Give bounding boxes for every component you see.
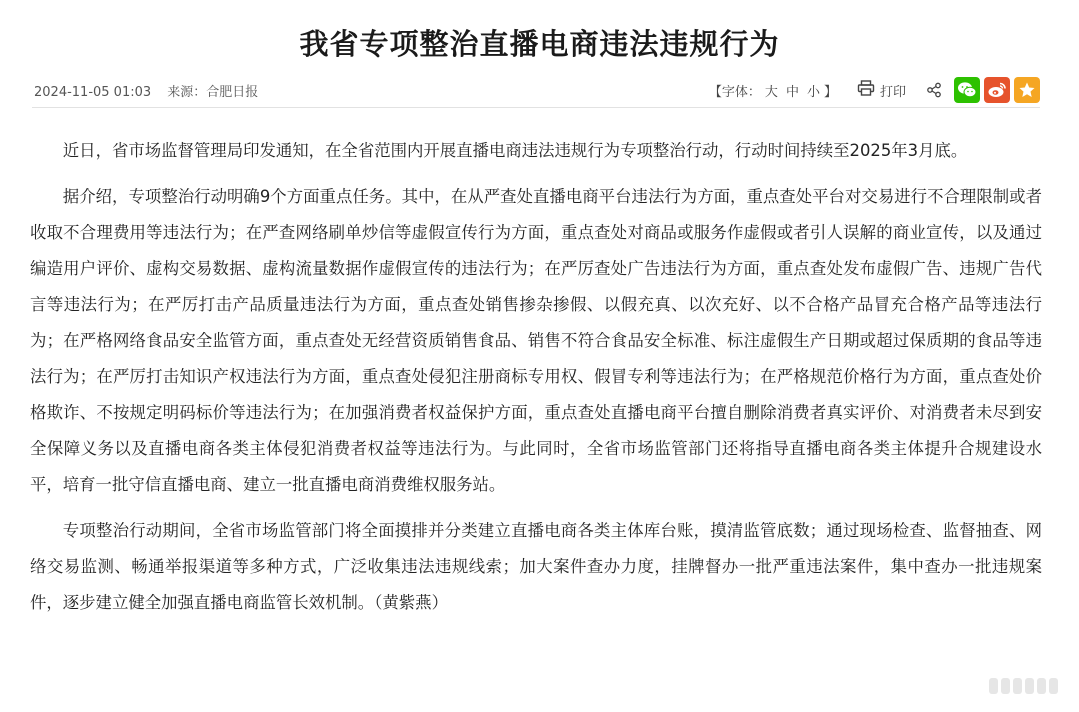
printer-icon <box>857 80 880 100</box>
font-size-small-button[interactable]: 小 <box>806 84 820 100</box>
article-source: 来源：合肥日报 <box>167 85 259 100</box>
paragraph: 据介绍，专项整治行动明确9个方面重点任务。其中，在从严查处直播电商平台违法行为方面，重点查处平台对交易进行不合理限制或者收取不合理费用等违法行为；在严查网络刷单炒信等虚假宣传行为方面，重点查处对商品或服务作虚假或者引人误解的商业宣传，以及通过编造用户评价、虚构交易数据、虚构流量数据作虚假宣传的违法行为；在严厉查处广告违法行为方面，重点查处发布虚假广告、违规广告代言等违法行为；在严厉打击产品质量违法行为方面，重点查处销售掺杂掺假、以假充真、以次充好、以不合格产品冒充合格产品等违法行为；在严格网络食品安全监管方面，重点查处无经营资质销售食品、销售不符合食品安全标准、标注虚假生产日期或超过保质期的食品等违法行为；在严厉打击知识产权违法行为方面，重点查处侵犯注册商标专用权、假冒专利等违法行为；在严格规范价格行为方面，重点查处价格欺诈、不按规定明码标价等违法行为；在加强消费者权益保护方面，重点查处直播电商平台擅自删除消费者真实评价、对消费者未尽到安全保障义务以及直播电商各类主体侵犯消费者权益等违法行为。与此同时，全省市场监管部门还将指导直播电商各类主体提升合规建设水平，培育一批守信直播电商、建立一批直播电商消费维权服务站。 <box>30 187 1042 494</box>
font-size-label-open: 【字体： <box>708 84 761 100</box>
article-meta-bar <box>32 72 1040 108</box>
watermark <box>989 676 1061 696</box>
article-meta <box>34 81 270 100</box>
wechat-icon[interactable] <box>954 77 980 103</box>
article-body <box>30 133 1042 631</box>
publish-date: 2024-11-05 01:03 <box>34 85 152 100</box>
print-label: 打印 <box>879 84 906 100</box>
weibo-icon[interactable] <box>984 77 1010 103</box>
print-button[interactable] <box>857 80 906 100</box>
article-title: 我省专项整治直播电商违法违规行为 <box>299 27 780 61</box>
article-toolbar <box>709 76 1040 104</box>
font-size-label-close: 】 <box>823 84 837 100</box>
share-icon[interactable] <box>926 82 942 98</box>
font-size-control <box>709 81 837 100</box>
paragraph: 专项整治行动期间，全省市场监管部门将全面摸排并分类建立直播电商各类主体库台账，摸清监管底数；通过现场检查、监督抽查、网络交易监测、畅通举报渠道等多种方式，广泛收集违法违规线索；加大案件查办力度，挂牌督办一批严重违法案件，集中查办一批违规案件，逐步建立健全加强直播电商监管长效机制。（黄紫燕） <box>30 521 1042 612</box>
font-size-medium-button[interactable]: 中 <box>785 84 799 100</box>
star-icon[interactable] <box>1014 77 1040 103</box>
paragraph: 近日，省市场监督管理局印发通知，在全省范围内开展直播电商违法违规行为专项整治行动，行动时间持续至2025年3月底。 <box>62 141 968 160</box>
font-size-large-button[interactable]: 大 <box>764 84 778 100</box>
